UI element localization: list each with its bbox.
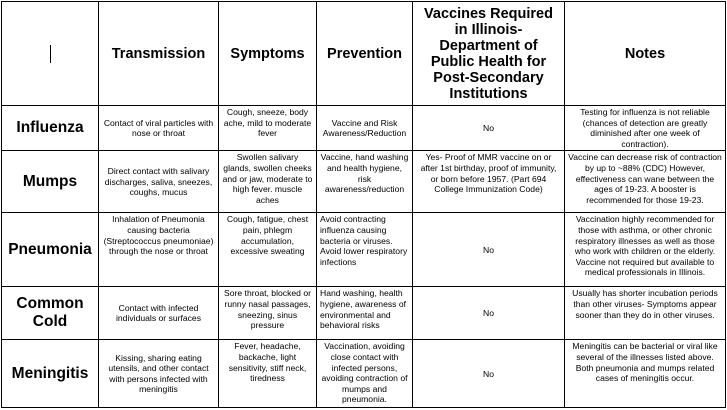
prevention-cell: Vaccination, avoiding close contact with infected persons, avoiding contraction of mumps and pneumonia. (317, 340, 413, 408)
vaccine-cell: No (413, 340, 565, 408)
header-notes: Notes (565, 2, 726, 106)
symptoms-cell: Swollen salivary glands, swollen cheeks and or jaw, moderate to high fever. muscle aches (219, 151, 317, 213)
table-row (2, 106, 726, 151)
prevention-cell: Vaccine and Risk Awareness/Reduction (317, 106, 413, 151)
table-row (2, 151, 726, 213)
disease-name: Meningitis (2, 340, 99, 408)
vaccine-cell: No (413, 213, 565, 287)
symptoms-cell: Fever, headache, backache, light sensitivity, stiff neck, tiredness (219, 340, 317, 408)
transmission-cell: Inhalation of Pneumonia causing bacteria (Streptococcus pneumoniae) through the nose or throat (99, 213, 219, 287)
vaccine-cell: No (413, 106, 565, 151)
table-row (2, 287, 726, 340)
notes-cell: Testing for influenza is not reliable (chances of detection are greatly diminished after one week of contraction). (565, 106, 726, 151)
notes-cell: Vaccine can decrease risk of contraction by up to ~88% (CDC) However, effectiveness can wane between the ages of 19-23. A booster is recommended for those 19-23. (565, 151, 726, 213)
header-transmission: Transmission (99, 2, 219, 106)
header-row (2, 2, 726, 106)
symptoms-cell: Cough, sneeze, body ache, mild to moderate fever (219, 106, 317, 151)
table-row (2, 340, 726, 408)
prevention-cell: Avoid contracting influenza causing bacteria or viruses. Avoid lower respiratory infections (317, 213, 413, 287)
disease-name: Influenza (2, 106, 99, 151)
transmission-cell: Direct contact with salivary discharges, saliva, sneezes, coughs, mucus (99, 151, 219, 213)
disease-name: Pneumonia (2, 213, 99, 287)
transmission-cell: Contact of viral particles with nose or throat (99, 106, 219, 151)
disease-name: Mumps (2, 151, 99, 213)
header-prevention: Prevention (317, 2, 413, 106)
vaccine-cell: No (413, 287, 565, 340)
notes-cell: Vaccination highly recommended for those with asthma, or other chronic respiratory illnesses as well as those who work with children or the elderly. Vaccine not required but available to medical professionals in Illinois. (565, 213, 726, 287)
table-row (2, 213, 726, 287)
disease-name: Common Cold (2, 287, 99, 340)
transmission-cell: Contact with infected individuals or surfaces (99, 287, 219, 340)
notes-cell: Meningitis can be bacterial or viral like several of the illnesses listed above. Both pneumonia and mumps related cases of meningitis occur. (565, 340, 726, 408)
text-cursor (50, 45, 51, 63)
transmission-cell: Kissing, sharing eating utensils, and other contact with persons infected with meningitis (99, 340, 219, 408)
prevention-cell: Hand washing, health hygiene, awareness of environmental and behavioral risks (317, 287, 413, 340)
header-symptoms: Symptoms (219, 2, 317, 106)
notes-cell: Usually has shorter incubation periods than other viruses- Symptoms appear sooner than they do in other viruses. (565, 287, 726, 340)
corner-cell[interactable] (2, 2, 99, 106)
vaccine-cell: Yes- Proof of MMR vaccine on or after 1st birthday, proof of immunity, or born before 1957. (Part 694 College Immunization Code) (413, 151, 565, 213)
symptoms-cell: Sore throat, blocked or runny nasal passages, sneezing, sinus pressure (219, 287, 317, 340)
header-vaccines: Vaccines Required in Illinois- Department of Public Health for Post-Secondary Institutions (413, 2, 565, 106)
symptoms-cell: Cough, fatigue, chest pain, phlegm accumulation, excessive sweating (219, 213, 317, 287)
disease-table (1, 1, 726, 408)
prevention-cell: Vaccine, hand washing and health hygiene, risk awareness/reduction (317, 151, 413, 213)
